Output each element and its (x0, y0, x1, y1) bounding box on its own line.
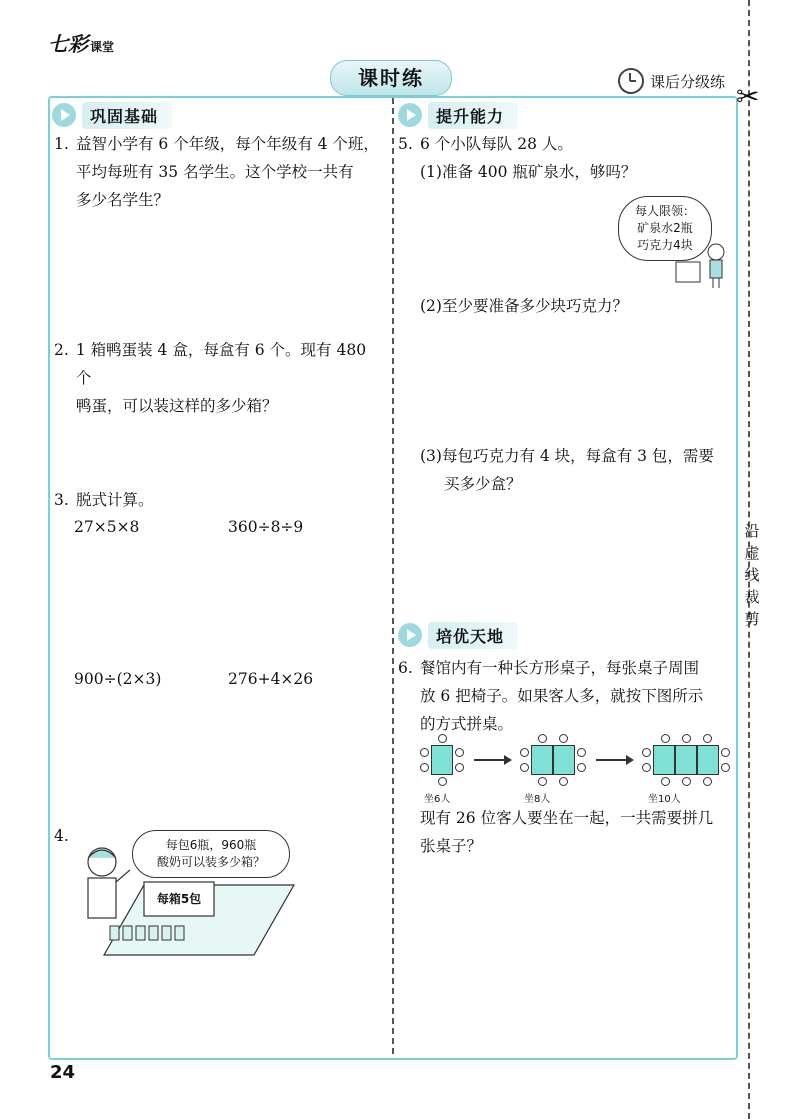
scissors-icon: ✂ (736, 80, 760, 113)
expression-1: 27×5×8 (74, 518, 140, 536)
brand-logo: 七彩 课堂 (48, 32, 115, 56)
table-group-2 (520, 734, 586, 786)
question-4-number: 4. (54, 827, 69, 845)
table-group-3 (642, 734, 730, 786)
question-5-part-2: (2)至少要准备多少块巧克力？ (420, 297, 628, 315)
diagram-label-1: 坐6人 (424, 794, 451, 805)
page-title: 课时练 (330, 60, 450, 94)
diagram-label-3: 坐10人 (648, 794, 681, 805)
limit-sign: 每人限领： 矿泉水2瓶 巧克力4块 (618, 196, 712, 261)
page-number: 24 (50, 1062, 76, 1083)
section-header-basic: 巩固基础 (52, 102, 172, 128)
question-5-part-3: (3)每包巧克力有 4 块，每盒有 3 包，需要 买多少盒？ (420, 447, 714, 493)
expression-4: 276+4×26 (228, 670, 314, 688)
diagram-label-2: 坐8人 (524, 794, 551, 805)
question-3: 3. 脱式计算。 (54, 491, 154, 509)
section-header-advance: 提升能力 (398, 102, 518, 128)
section-header-excel: 培优天地 (398, 622, 518, 648)
expression-3: 900÷(2×3) (74, 670, 162, 688)
table-group-1 (420, 734, 464, 786)
question-2: 2. 1 箱鸭蛋装 4 盒，每盒有 6 个。现有 480 个 鸭蛋，可以装这样的多少箱？ (54, 341, 367, 415)
question-6: 6. 餐馆内有一种长方形桌子，每张桌子周围 放 6 把椅子。如果客人多，就按下图所示 的方式拼桌。 (398, 659, 704, 733)
page-subtitle: 课后分级练 (618, 68, 725, 94)
table-arrangement-diagram (420, 734, 730, 806)
play-icon (398, 103, 422, 127)
arrow-icon (596, 759, 632, 761)
child-illustration (670, 240, 730, 290)
cut-instruction: 沿 虚 线 裁 剪 (744, 522, 760, 628)
play-icon (52, 103, 76, 127)
question-6-ask: 现有 26 位客人要坐在一起，一共需要拼几 张桌子？ (420, 809, 714, 855)
expression-2: 360÷8÷9 (228, 518, 304, 536)
play-icon (398, 623, 422, 647)
speech-bubble: 每包6瓶，960瓶 酸奶可以装多少箱？ (132, 830, 290, 878)
column-divider (392, 98, 394, 1054)
arrow-icon (474, 759, 510, 761)
clock-icon (618, 68, 644, 94)
question-1: 1. 益智小学有 6 个年级，每个年级有 4 个班， 平均每班有 35 名学生。这个学校一共有 多少名学生？ (54, 135, 379, 209)
box-label: 每箱5包 (156, 892, 202, 906)
question-5: 5. 6 个小队每队 28 人。 (1)准备 400 瓶矿泉水，够吗？ (398, 135, 637, 181)
